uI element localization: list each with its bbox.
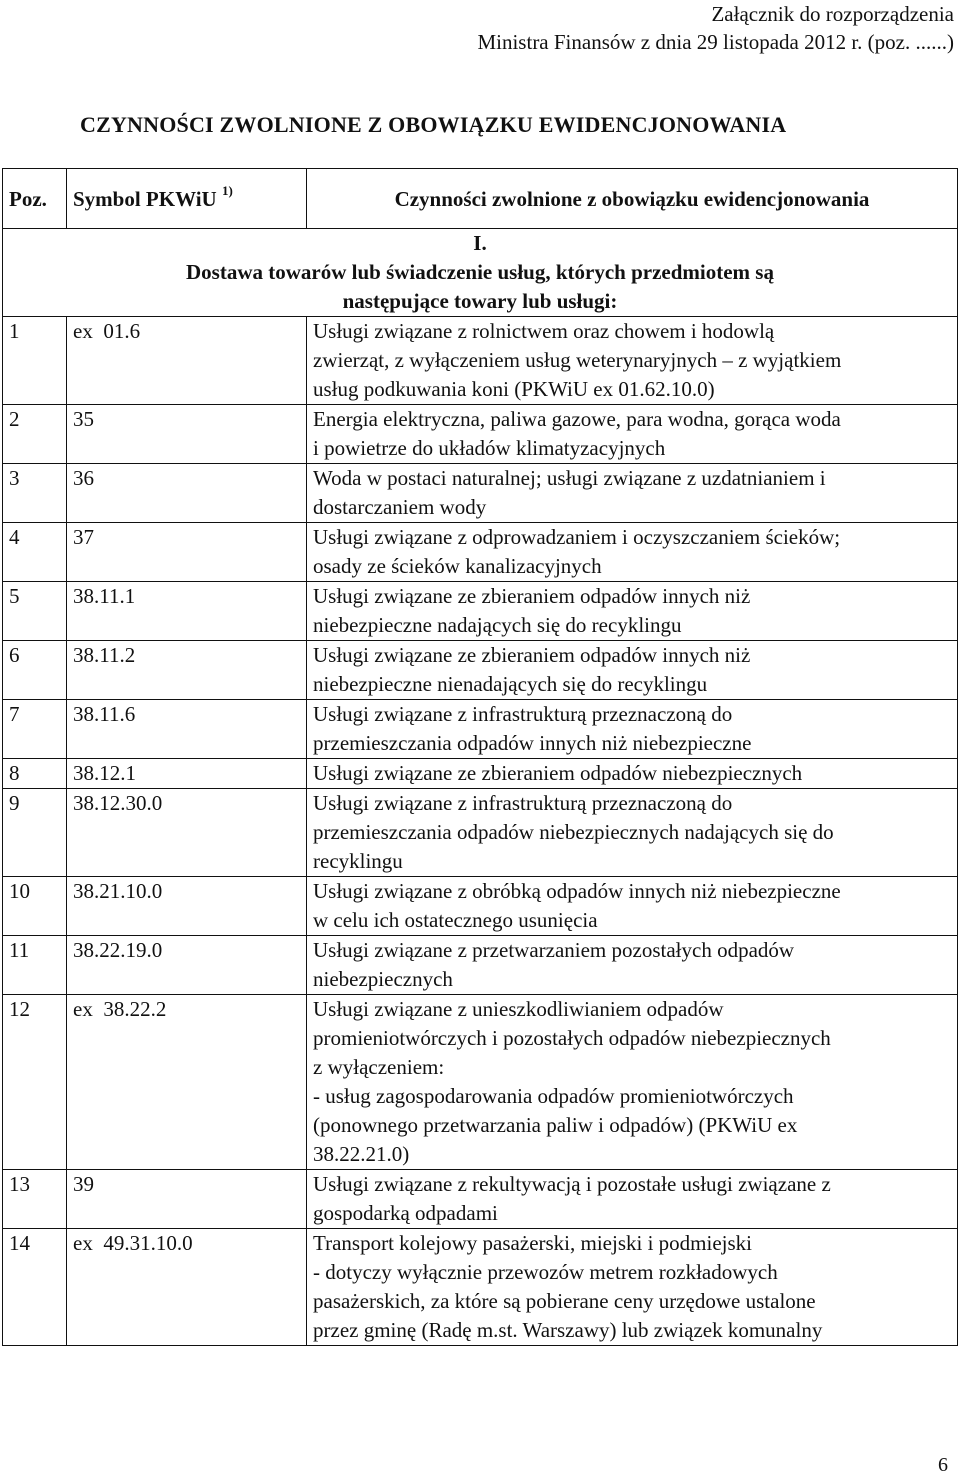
table-row (3, 317, 958, 405)
row-number: 4 (3, 523, 67, 582)
header-symbol-footnote: 1) (221, 183, 233, 198)
row-description: Usługi związane ze zbieraniem odpadów niebezpiecznych (307, 759, 958, 789)
row-number: 14 (3, 1229, 67, 1346)
row-description: Usługi związane z odprowadzaniem i oczyszczaniem ścieków; osady ze ścieków kanalizacyjnych (307, 523, 958, 582)
header-symbol-label: Symbol PKWiU (73, 187, 217, 211)
row-description: Usługi związane ze zbieraniem odpadów innych niż niebezpieczne nienadających się do recyklingu (307, 641, 958, 700)
row-number: 12 (3, 995, 67, 1170)
document-title: CZYNNOŚCI ZWOLNIONE Z OBOWIĄZKU EWIDENCJONOWANIA (80, 112, 787, 137)
section-line-2: następujące towary lub usługi: (342, 289, 618, 313)
row-number: 11 (3, 936, 67, 995)
table-row (3, 464, 958, 523)
row-number: 2 (3, 405, 67, 464)
row-symbol: 36 (67, 464, 307, 523)
annex-line-1: Załącznik do rozporządzenia (711, 2, 954, 26)
exemptions-table (2, 168, 958, 1346)
annex-line-2: Ministra Finansów z dnia 29 listopada 2012 r. (poz. ......) (477, 30, 954, 54)
table-row (3, 759, 958, 789)
row-number: 6 (3, 641, 67, 700)
row-description: Usługi związane z infrastrukturą przeznaczoną do przemieszczania odpadów niebezpiecznych nadających się do recyklingu (307, 789, 958, 877)
row-symbol: 38.12.30.0 (67, 789, 307, 877)
table-row (3, 995, 958, 1170)
row-number: 7 (3, 700, 67, 759)
table-row (3, 700, 958, 759)
row-description: Usługi związane z rekultywacją i pozostałe usługi związane z gospodarką odpadami (307, 1170, 958, 1229)
row-description: Usługi związane z obróbką odpadów innych niż niebezpieczne w celu ich ostatecznego usunięcia (307, 877, 958, 936)
row-description: Usługi związane z przetwarzaniem pozostałych odpadów niebezpiecznych (307, 936, 958, 995)
row-symbol: 38.11.1 (67, 582, 307, 641)
row-symbol: 38.12.1 (67, 759, 307, 789)
table-row (3, 582, 958, 641)
row-number: 8 (3, 759, 67, 789)
section-line-1: Dostawa towarów lub świadczenie usług, których przedmiotem są (186, 260, 774, 284)
row-symbol: 35 (67, 405, 307, 464)
row-symbol: ex 01.6 (67, 317, 307, 405)
row-number: 10 (3, 877, 67, 936)
section-heading (3, 229, 958, 317)
row-symbol: 38.21.10.0 (67, 877, 307, 936)
header-poz: Poz. (3, 169, 67, 229)
row-number: 5 (3, 582, 67, 641)
row-symbol: 37 (67, 523, 307, 582)
table-header-row (3, 169, 958, 229)
row-symbol: ex 49.31.10.0 (67, 1229, 307, 1346)
row-description: Energia elektryczna, paliwa gazowe, para wodna, gorąca woda i powietrze do układów klimatyzacyjnych (307, 405, 958, 464)
table-row (3, 641, 958, 700)
table-row (3, 877, 958, 936)
row-description: Usługi związane z infrastrukturą przeznaczoną do przemieszczania odpadów innych niż niebezpieczne (307, 700, 958, 759)
row-number: 13 (3, 1170, 67, 1229)
table-row (3, 789, 958, 877)
row-description: Transport kolejowy pasażerski, miejski i podmiejski - dotyczy wyłącznie przewozów metrem rozkładowych pasażerskich, za które są pobierane ceny urzędowe ustalone przez gminę (Radę m.st. Warszawy) lub związek komunalny (307, 1229, 958, 1346)
row-number: 3 (3, 464, 67, 523)
page-number: 6 (938, 1454, 948, 1476)
row-description: Usługi związane z rolnictwem oraz chowem i hodowlą zwierząt, z wyłączeniem usług weterynaryjnych – z wyjątkiem usług podkuwania koni (PKWiU ex 01.62.10.0) (307, 317, 958, 405)
header-description: Czynności zwolnione z obowiązku ewidencjonowania (307, 169, 958, 229)
table-row (3, 405, 958, 464)
header-symbol (67, 169, 307, 229)
row-description: Woda w postaci naturalnej; usługi związane z uzdatnianiem i dostarczaniem wody (307, 464, 958, 523)
table-row (3, 523, 958, 582)
table-row (3, 936, 958, 995)
row-description: Usługi związane ze zbieraniem odpadów innych niż niebezpieczne nadających się do recyklingu (307, 582, 958, 641)
row-number: 9 (3, 789, 67, 877)
row-number: 1 (3, 317, 67, 405)
annex-header (477, 0, 954, 56)
row-symbol: 38.11.6 (67, 700, 307, 759)
row-description: Usługi związane z unieszkodliwianiem odpadów promieniotwórczych i pozostałych odpadów niebezpiecznych z wyłączeniem: - usług zagospodarowania odpadów promieniotwórczych (ponownego przetwarzania paliw i odpadów) (PKWiU ex 38.22.21.0) (307, 995, 958, 1170)
row-symbol: 38.22.19.0 (67, 936, 307, 995)
section-row (3, 229, 958, 317)
row-symbol: 39 (67, 1170, 307, 1229)
row-symbol: ex 38.22.2 (67, 995, 307, 1170)
table-row (3, 1170, 958, 1229)
section-number: I. (473, 231, 487, 255)
table-row (3, 1229, 958, 1346)
row-symbol: 38.11.2 (67, 641, 307, 700)
